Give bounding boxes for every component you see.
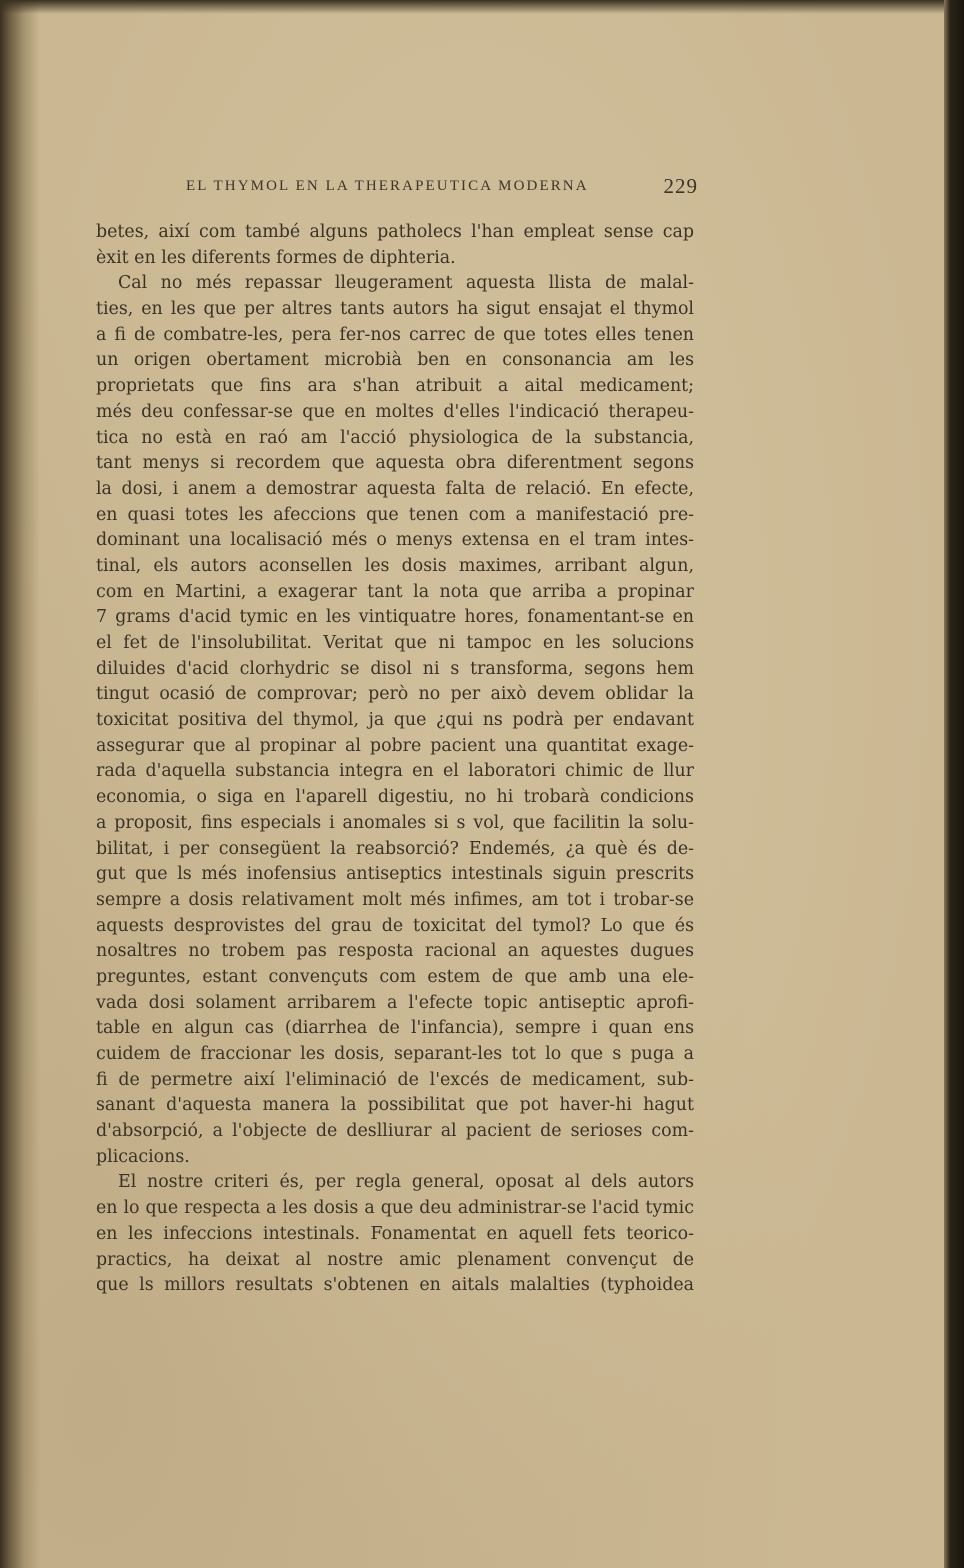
running-title: EL THYMOL EN LA THERAPEUTICA MODERNA (186, 178, 589, 194)
page-header (186, 174, 698, 208)
text-line: cuidem de fraccionar les dosis, separant-les tot lo que s puga a (96, 1044, 694, 1064)
text-line: com en Martini, a exagerar tant la nota que arriba a propinar (96, 581, 694, 602)
text-line: sempre a dosis relativament molt més infimes, am tot i trobar-se (96, 889, 694, 910)
text-line: rada d'aquella substancia integra en el laboratori chimic de llur (96, 761, 694, 782)
text-line: toxicitat positiva del thymol, ja que ¿qui ns podrà per endavant (96, 710, 694, 731)
text-line: a proposit, fins especials i anomales si s vol, que facilitin la solu- (96, 812, 694, 833)
text-line: fi de permetre així l'eliminació de l'excés de medicament, sub- (96, 1069, 694, 1090)
text-line: en lo que respecta a les dosis a que deu administrar-se l'acid tymic (96, 1198, 694, 1219)
top-edge-shadow (0, 0, 946, 14)
text-line: tinal, els autors aconsellen les dosis maximes, arribant algun, (96, 555, 694, 576)
body-text (96, 220, 694, 1299)
text-line: preguntes, estant convençuts com estem de que amb una ele- (96, 966, 694, 987)
text-line: en quasi totes les afeccions que tenen com a manifestació pre- (96, 504, 694, 525)
text-line: en les infeccions intestinals. Fonamentat en aquell fets teorico- (96, 1223, 694, 1244)
text-line: que ls millors resultats s'obtenen en aitals malalties (typhoidea (96, 1275, 694, 1296)
text-line: economia, o siga en l'aparell digestiu, no hi trobarà condicions (96, 787, 694, 808)
text-line: bilitat, i per consegüent la reabsorció? Endemés, ¿a què és de- (96, 838, 694, 859)
text-line: proprietats que fins ara s'han atribuit a aital medicament; (96, 376, 694, 397)
text-line: tingut ocasió de comprovar; però no per això devem oblidar la (96, 684, 694, 705)
text-line: diluides d'acid clorhydric se disol ni s transforma, segons hem (96, 658, 694, 679)
page-number: 229 (663, 174, 698, 198)
text-line: tant menys si recordem que aquesta obra diferentment segons (96, 453, 694, 474)
text-line: assegurar que al propinar al pobre pacient una quantitat exage- (96, 735, 694, 756)
text-line: ties, en les que per altres tants autors ha sigut ensajat el thymol (96, 299, 694, 320)
text-line: table en algun cas (diarrhea de l'infancia), sempre i quan ens (96, 1018, 694, 1039)
text-line: vada dosi solament arribarem a l'efecte topic antiseptic aprofi- (96, 992, 694, 1013)
text-line: a fi de combatre-les, pera fer-nos carrec de que totes elles tenen (96, 324, 694, 345)
text-line: un origen obertament microbià ben en consonancia am les (96, 350, 694, 371)
text-line: d'absorpció, a l'objecte de deslliurar al pacient de serioses com- (96, 1121, 694, 1142)
text-line: aquests desprovistes del grau de toxicitat del tymol? Lo que és (96, 915, 694, 936)
text-line: sanant d'aquesta manera la possibilitat que pot haver-hi hagut (96, 1095, 694, 1116)
text-line: Cal no més repassar lleugerament aquesta llista de malal- (118, 273, 694, 294)
text-line: tica no està en raó am l'acció physiologica de la substancia, (96, 427, 694, 448)
text-line: 7 grams d'acid tymic en les vintiquatre hores, fonamentant-se en (96, 607, 694, 628)
text-line: El nostre criteri és, per regla general, oposat al dels autors (118, 1172, 694, 1193)
text-line: practics, ha deixat al nostre amic plenament convençut de (96, 1249, 694, 1270)
text-line: nosaltres no trobem pas resposta racional an aquestes dugues (96, 941, 694, 962)
text-line: dominant una localisació més o menys extensa en el tram intes- (96, 530, 694, 551)
text-line: la dosi, i anem a demostrar aquesta falta de relació. En efecte, (96, 478, 694, 499)
binding-shadow (0, 0, 40, 1568)
text-line: gut que ls més inofensius antiseptics intestinals siguin prescrits (96, 864, 694, 885)
text-line: més deu confessar-se que en moltes d'elles l'indicació therapeu- (96, 401, 694, 422)
text-line: èxit en les diferents formes de diphteria. (96, 247, 456, 268)
page-edge (944, 0, 964, 1568)
text-line: plicacions. (96, 1146, 190, 1167)
text-line: betes, així com també alguns patholecs l'han empleat sense cap (96, 222, 694, 242)
text-line: el fet de l'insolubilitat. Veritat que ni tampoc en les solucions (96, 633, 694, 653)
